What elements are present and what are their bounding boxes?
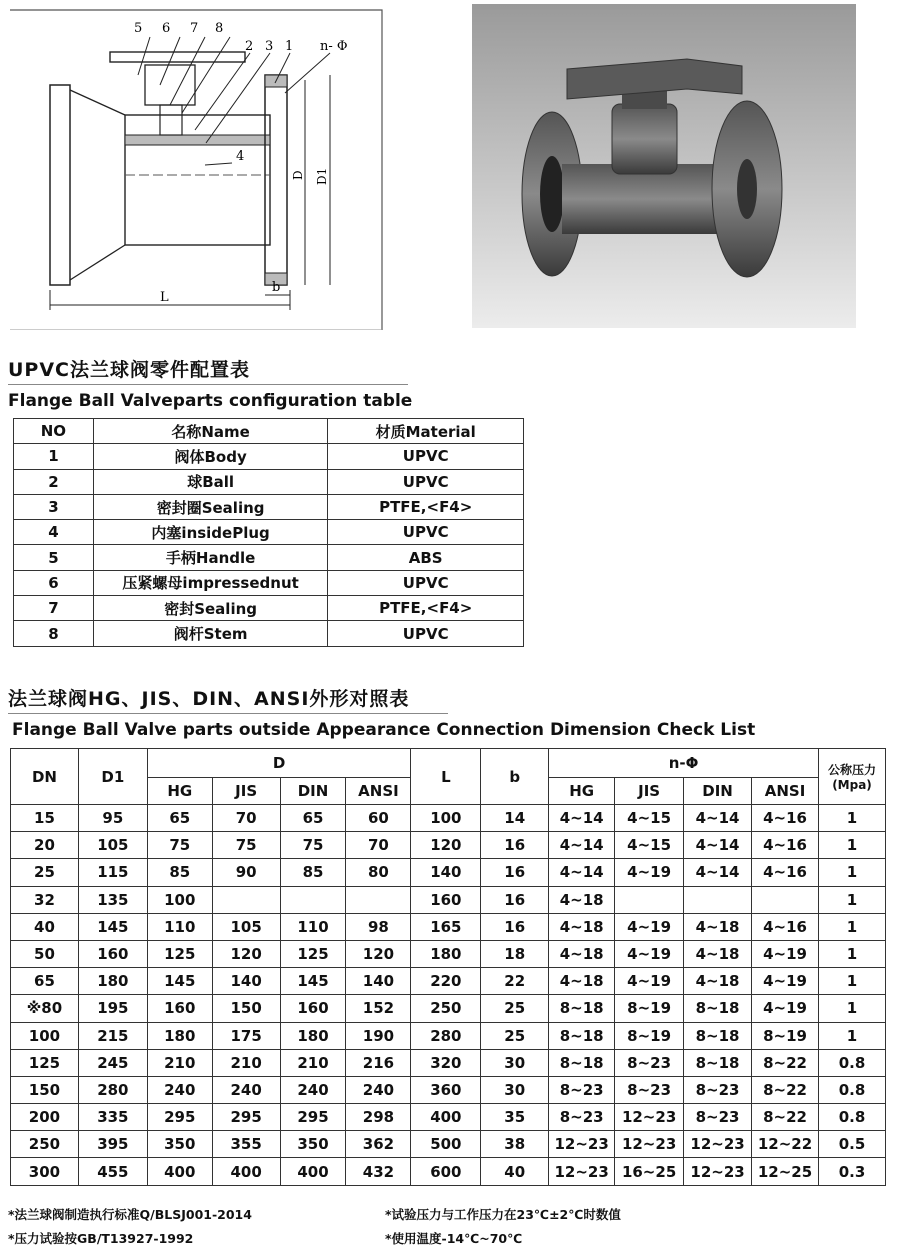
cell: UPVC [328,469,524,494]
product-photo [472,4,856,328]
callout-n-phi: n- Φ [320,39,348,54]
cell: 1 [818,968,885,995]
cell: 295 [147,1104,212,1131]
cell: 600 [411,1158,481,1185]
cell: 8~18 [684,1049,752,1076]
cell: 320 [411,1049,481,1076]
cell: 115 [78,859,147,886]
cell: 105 [78,832,147,859]
cell: 密封Sealing [93,596,328,621]
parts-table [13,418,524,647]
cell: 295 [280,1104,346,1131]
cell: 195 [78,995,147,1022]
cell: 1 [818,886,885,913]
cell: 140 [411,859,481,886]
cell: 110 [280,913,346,940]
cell: 216 [346,1049,411,1076]
parts-title-en: Flange Ball Valveparts configuration table [8,391,413,411]
cell: UPVC [328,444,524,469]
cell: 4~19 [752,968,819,995]
cell: 110 [147,913,212,940]
cell: 内塞insidePlug [93,520,328,545]
cell: 75 [212,832,280,859]
cell: 4~19 [615,913,684,940]
cell: 395 [78,1131,147,1158]
cell: 8~22 [752,1049,819,1076]
callout-3: 3 [265,39,274,54]
cell: 180 [147,1022,212,1049]
cell: 95 [78,805,147,832]
cell: 360 [411,1076,481,1103]
table-row [14,570,524,595]
cell: 4~14 [549,859,615,886]
callout-1: 1 [285,39,294,54]
cell: 4~19 [752,995,819,1022]
cell: 4~19 [752,940,819,967]
cell: 40 [11,913,79,940]
cell: 16 [481,832,549,859]
cell: 16 [481,913,549,940]
cell: 240 [147,1076,212,1103]
header-material: 材质Material [328,419,524,444]
cell: 8 [14,621,94,646]
valve-cross-section-diagram [10,5,390,330]
dim-label-d: D [291,170,305,180]
cell: 2 [14,469,94,494]
cell: 4~16 [752,805,819,832]
header-dn: DN [11,749,79,805]
cell: 25 [481,995,549,1022]
table-row [11,940,886,967]
cell: 4~18 [549,940,615,967]
cell: 145 [78,913,147,940]
header-no: NO [14,419,94,444]
cell: 180 [411,940,481,967]
cell: 18 [481,940,549,967]
cell: 98 [346,913,411,940]
cell: 4~19 [615,968,684,995]
cell: 7 [14,596,94,621]
cell: 8~19 [615,1022,684,1049]
cell: 145 [280,968,346,995]
cell: 8~18 [549,1049,615,1076]
cell: 4~18 [684,940,752,967]
cell: 12~23 [549,1158,615,1185]
cell: 100 [147,886,212,913]
cell: 1 [818,859,885,886]
cell: 125 [280,940,346,967]
subheader-n-din: DIN [684,778,752,805]
dimension-table [10,748,886,1186]
cell: 8~23 [615,1049,684,1076]
cell: 30 [481,1049,549,1076]
cell: 160 [147,995,212,1022]
cell: 140 [346,968,411,995]
cell: 500 [411,1131,481,1158]
dim-label-b: b [272,280,281,295]
table-row [11,886,886,913]
cell [212,886,280,913]
cell: PTFE,<F4> [328,494,524,519]
cell [684,886,752,913]
table-row [11,1076,886,1103]
cell: 密封圈Sealing [93,494,328,519]
cell: 250 [411,995,481,1022]
cell: 8~18 [684,995,752,1022]
cell: 16 [481,886,549,913]
cell: 8~22 [752,1076,819,1103]
table-row [14,520,524,545]
cell: 1 [14,444,94,469]
table-row [11,1131,886,1158]
cell: 16 [481,859,549,886]
cell: 362 [346,1131,411,1158]
cell: 4~16 [752,859,819,886]
cell: 4~19 [615,940,684,967]
cell: 210 [280,1049,346,1076]
cell: 335 [78,1104,147,1131]
cell: 压紧螺母impressednut [93,570,328,595]
cell: 8~18 [549,995,615,1022]
cell: 25 [11,859,79,886]
cell: 50 [11,940,79,967]
note-standard: *法兰球阀制造执行标准Q/BLSJ001-2014 [8,1207,252,1222]
cell: 6 [14,570,94,595]
cell: 65 [147,805,212,832]
table-row [11,913,886,940]
cell: 105 [212,913,280,940]
table-row [11,968,886,995]
cell: 125 [11,1049,79,1076]
subheader-n-hg: HG [549,778,615,805]
cell: 85 [280,859,346,886]
cell: 140 [212,968,280,995]
header-pressure-unit: (Mpa) [832,778,872,792]
cell: 4~14 [684,859,752,886]
cell: UPVC [328,520,524,545]
header-pressure-zh: 公称压力 [827,763,876,777]
cell: 16~25 [615,1158,684,1185]
cell: 75 [147,832,212,859]
table-header-row [11,749,886,778]
cell [615,886,684,913]
table-row [11,1022,886,1049]
table-row [11,995,886,1022]
cell: 210 [147,1049,212,1076]
header-l: L [411,749,481,805]
cell: 240 [212,1076,280,1103]
cell: 400 [411,1104,481,1131]
cell: 165 [411,913,481,940]
cell [280,886,346,913]
note-temperature: *使用温度-14℃~70℃ [385,1231,523,1246]
note-pressure-test: *压力试验按GB/T13927-1992 [8,1231,194,1246]
cell: 80 [346,859,411,886]
cell: 75 [280,832,346,859]
subheader-n-ansi: ANSI [752,778,819,805]
cell: 0.5 [818,1131,885,1158]
table-row [14,596,524,621]
cell: 160 [411,886,481,913]
cell [752,886,819,913]
cell: 8~23 [549,1104,615,1131]
cell: 160 [280,995,346,1022]
cell: 8~18 [684,1022,752,1049]
cell: 8~18 [549,1022,615,1049]
cell: 200 [11,1104,79,1131]
cell: UPVC [328,570,524,595]
cell: 175 [212,1022,280,1049]
cell: 20 [11,832,79,859]
header-pressure [818,749,885,805]
cell: 135 [78,886,147,913]
cell: 8~23 [684,1104,752,1131]
header-d: D [147,749,411,778]
cell: 70 [346,832,411,859]
cell: 8~23 [615,1076,684,1103]
cell: 4 [14,520,94,545]
cell: 355 [212,1131,280,1158]
divider [8,384,408,385]
callout-4: 4 [236,149,245,164]
cell: 90 [212,859,280,886]
cell: 280 [78,1076,147,1103]
cell: 295 [212,1104,280,1131]
cell: 350 [147,1131,212,1158]
callout-6: 6 [162,21,171,36]
cell: 4~19 [615,859,684,886]
cell: 8~23 [549,1076,615,1103]
subheader-d-din: DIN [280,778,346,805]
cell: 85 [147,859,212,886]
cell [346,886,411,913]
cell: 298 [346,1104,411,1131]
cell: 180 [78,968,147,995]
table-row [11,805,886,832]
callout-2: 2 [245,39,254,54]
cell: 12~23 [684,1158,752,1185]
cell: 1 [818,940,885,967]
subheader-d-ansi: ANSI [346,778,411,805]
cell: ※80 [11,995,79,1022]
cell: 190 [346,1022,411,1049]
subheader-d-jis: JIS [212,778,280,805]
table-row [11,1104,886,1131]
cell: 32 [11,886,79,913]
cell: 5 [14,545,94,570]
cell: 150 [212,995,280,1022]
cell: 4~18 [684,913,752,940]
cell: 150 [11,1076,79,1103]
cell: 0.3 [818,1158,885,1185]
cell: 35 [481,1104,549,1131]
cell: 8~19 [752,1022,819,1049]
cell: 65 [280,805,346,832]
cell: 0.8 [818,1076,885,1103]
cell: 1 [818,832,885,859]
table-row [11,1158,886,1185]
subheader-n-jis: JIS [615,778,684,805]
cell: 手柄Handle [93,545,328,570]
cell: ABS [328,545,524,570]
cell: 152 [346,995,411,1022]
cell: 8~23 [684,1076,752,1103]
cell: 400 [280,1158,346,1185]
cell: 400 [212,1158,280,1185]
cell: 100 [11,1022,79,1049]
cell: 4~16 [752,832,819,859]
valve-photo-illustration [472,4,856,328]
cell: 1 [818,805,885,832]
dim-title-zh: 法兰球阀HG、JIS、DIN、ANSI外形对照表 [8,688,410,710]
cell: 210 [212,1049,280,1076]
cell: 12~23 [615,1104,684,1131]
cell: UPVC [328,621,524,646]
cell: 65 [11,968,79,995]
cell: 400 [147,1158,212,1185]
cell: 25 [481,1022,549,1049]
cell: 220 [411,968,481,995]
cell: 15 [11,805,79,832]
cell: 14 [481,805,549,832]
cell: 240 [346,1076,411,1103]
cell: 145 [147,968,212,995]
cell: 8~19 [615,995,684,1022]
cell: 4~16 [752,913,819,940]
cell: 432 [346,1158,411,1185]
header-name: 名称Name [93,419,328,444]
callout-7: 7 [190,21,199,36]
cell: 245 [78,1049,147,1076]
cell: 阀杆Stem [93,621,328,646]
header-d1: D1 [78,749,147,805]
table-row [14,545,524,570]
cell: 1 [818,1022,885,1049]
cell: 60 [346,805,411,832]
divider [8,713,448,714]
dim-title-en: Flange Ball Valve parts outside Appearance Connection Dimension Check List [12,720,756,740]
cell: 4~14 [549,832,615,859]
cell: 12~23 [684,1131,752,1158]
table-row [14,469,524,494]
cell: 8~22 [752,1104,819,1131]
header-b: b [481,749,549,805]
cell: 12~25 [752,1158,819,1185]
table-row [14,494,524,519]
cell: 4~18 [549,968,615,995]
cell: 4~18 [549,886,615,913]
cell: 350 [280,1131,346,1158]
cell: 120 [346,940,411,967]
table-row [11,1049,886,1076]
cell: 30 [481,1076,549,1103]
cell: 300 [11,1158,79,1185]
cell: 1 [818,913,885,940]
cell: 阀体Body [93,444,328,469]
cell: 4~18 [684,968,752,995]
technical-drawing [10,5,390,330]
cell: 4~14 [684,805,752,832]
cell: 1 [818,995,885,1022]
dim-label-d1: D1 [315,167,329,185]
dim-label-l: L [160,290,169,305]
cell: 240 [280,1076,346,1103]
table-row [11,859,886,886]
cell: 250 [11,1131,79,1158]
cell: 280 [411,1022,481,1049]
cell: 12~23 [549,1131,615,1158]
cell: 38 [481,1131,549,1158]
cell: 455 [78,1158,147,1185]
cell: 70 [212,805,280,832]
cell: 120 [411,832,481,859]
cell: 12~23 [615,1131,684,1158]
cell: 0.8 [818,1104,885,1131]
note-test-pressure: *试验压力与工作压力在23℃±2℃时数值 [385,1207,621,1222]
parts-title-zh: UPVC法兰球阀零件配置表 [8,359,251,381]
cell: 22 [481,968,549,995]
cell: 125 [147,940,212,967]
callout-8: 8 [215,21,224,36]
cell: 4~15 [615,832,684,859]
cell: 12~22 [752,1131,819,1158]
table-row [14,444,524,469]
table-row [11,832,886,859]
cell: 3 [14,494,94,519]
cell: 40 [481,1158,549,1185]
callout-5: 5 [134,21,143,36]
cell: 120 [212,940,280,967]
header-n-phi: n-Φ [549,749,819,778]
cell: 球Ball [93,469,328,494]
cell: 100 [411,805,481,832]
cell: 4~18 [549,913,615,940]
cell: PTFE,<F4> [328,596,524,621]
cell: 160 [78,940,147,967]
table-row [14,621,524,646]
cell: 4~14 [684,832,752,859]
table-header-row [14,419,524,444]
subheader-d-hg: HG [147,778,212,805]
cell: 215 [78,1022,147,1049]
cell: 4~14 [549,805,615,832]
cell: 180 [280,1022,346,1049]
cell: 0.8 [818,1049,885,1076]
cell: 4~15 [615,805,684,832]
